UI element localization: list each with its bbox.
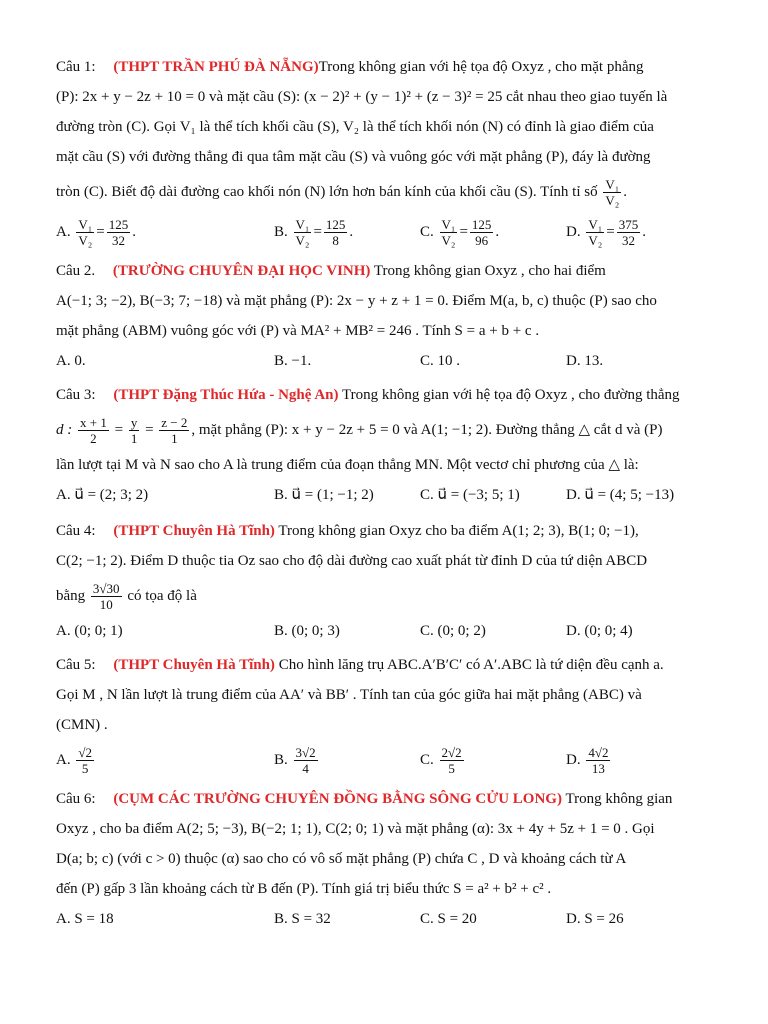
option-b[interactable]: B. $\frac{3√2}{4}$ [274,744,316,776]
option-c[interactable]: C. S = 20 [420,911,477,927]
question-text: Oxyz , cho ba điểm A(2; 5; −3), B(−2; 1; 1), C(2; 0; 1) và mặt phẳng (α): 3x + 4y + 5z + 1 = 0 . Gọi [56,821,655,837]
question-text: mặt cầu (S) với đường thẳng đi qua tâm mặt cầu (S) và vuông góc với mặt phẳng (P), đáy là đường [56,149,651,165]
question-text: Trong không gian Oxyz , cho hai điểm [373,263,606,279]
option-a[interactable]: A. $\frac{\text{V₁}}{\text{V₂}}$ = $\frac{125}{32}$ . [56,216,136,248]
question-source: (TRƯỜNG CHUYÊN ĐẠI HỌC VINH) [112,263,371,279]
question-text: D(a; b; c) (với c > 0) thuộc (α) sao cho có vô số mặt phẳng (P) chứa C , D và khoảng cách từ A [56,851,627,867]
option-d[interactable]: D. S = 26 [566,911,624,927]
question-text: Trong không gian Oxyz cho ba điểm A(1; 2; 3), B(1; 0; −1), [278,523,639,539]
answer-options [56,904,716,934]
question-source: (THPT Chuyên Hà Tĩnh) [113,657,275,673]
question-text: tròn (C). Biết độ dài đường cao khối nón (N) lớn hơn bán kính của khối cầu (S). Tính tỉ số [56,184,598,200]
question-text: A(−1; 3; −2), B(−3; 7; −18) và mặt phẳng (P): 2x − y + z + 1 = 0. Điểm M(a, b, c) thuộc (P) sao cho [56,293,657,309]
question-text: Trong không gian với hệ tọa độ Oxyz , cho đường thẳng [341,387,680,403]
answer-options [56,212,716,252]
question-2 [56,256,716,376]
option-a[interactable]: A. S = 18 [56,911,114,927]
question-label: Câu 5: [56,657,96,673]
question-text: Trong không gian với hệ tọa độ Oxyz , cho mặt phẳng [318,59,644,75]
option-d[interactable]: D. 13. [566,353,604,369]
question-label: Câu 4: [56,523,96,539]
option-b[interactable]: B. S = 32 [274,911,331,927]
option-c[interactable]: C. u⃗ = (−3; 5; 1) [420,487,520,503]
question-5 [56,650,716,780]
question-text: đường tròn (C). Gọi V₁ là thể tích khối cầu (S), V₂ là thể tích khối nón (N) có đỉnh là giao điểm của [56,119,654,135]
ratio-fraction: $\frac{\text{V₁}}{\text{V₂}}$ [605,177,620,209]
option-c[interactable]: C. $\frac{2√2}{5}$ [420,744,462,776]
option-d[interactable]: D. $\frac{4√2}{13}$ [566,744,609,776]
option-b[interactable]: B. u⃗ = (1; −1; 2) [274,487,374,503]
option-c[interactable]: C. (0; 0; 2) [420,623,486,639]
option-d[interactable]: D. (0; 0; 4) [566,623,633,639]
option-a[interactable]: A. 0. [56,353,86,369]
height-fraction: $\frac{3√30}{10}$ [92,581,120,613]
answer-options [56,740,716,780]
question-label: Câu 1: [56,59,96,75]
option-c[interactable]: C. $\frac{\text{V₁}}{\text{V₂}}$ = $\frac{125}{96}$ . [420,216,500,248]
option-a[interactable]: A. u⃗ = (2; 3; 2) [56,487,149,503]
question-text: C(2; −1; 2). Điểm D thuộc tia Oz sao cho độ dài đường cao xuất phát từ đỉnh D của tứ diện ABCD [56,553,648,569]
answer-options [56,480,716,510]
option-b[interactable]: B. $\frac{\text{V₁}}{\text{V₂}}$ = $\frac{125}{8}$ . [274,216,354,248]
option-d[interactable]: D. u⃗ = (4; 5; −13) [566,487,675,503]
question-source: (THPT TRẦN PHÚ ĐÀ NẴNG) [113,59,319,75]
option-b[interactable]: B. (0; 0; 3) [274,623,340,639]
question-text: đến (P) gấp 3 lần khoảng cách từ B đến (P). Tính giá trị biểu thức S = a² + b² + c² . [56,881,552,897]
question-text: Gọi M , N lần lượt là trung điểm của AA′ và BB′ . Tính tan của góc giữa hai mặt phẳng (ABC) và [56,687,642,703]
option-d[interactable]: D. $\frac{\text{V₁}}{\text{V₂}}$ = $\frac{375}{32}$ . [566,216,646,248]
question-label: Câu 6: [56,791,96,807]
question-3 [56,380,716,510]
answer-options [56,616,716,646]
line-d-equation: d : $\frac{x + 1}{2}$ = $\frac{y}{1}$ = $\frac{z - 2}{1}$ [56,415,188,447]
question-text: (CMN) . [56,717,108,733]
option-a[interactable]: A. $\frac{√2}{5}$ [56,744,92,776]
question-text: lần lượt tại M và N sao cho A là trung điểm của đoạn thẳng MN. Một vectơ chỉ phương của △ là: [56,457,639,473]
question-6 [56,784,716,934]
question-text: (P): 2x + y − 2z + 10 = 0 và mặt cầu (S): (x − 2)² + (y − 1)² + (z − 3)² = 25 cắt nhau theo giao tuyến là [56,89,668,105]
question-source: (THPT Chuyên Hà Tĩnh) [113,523,275,539]
question-text: Trong không gian [565,791,673,807]
question-text: có tọa độ là [127,588,197,604]
question-source: (CỤM CÁC TRƯỜNG CHUYÊN ĐỒNG BẰNG SÔNG CỬU LONG) [113,791,562,807]
exam-page [56,52,716,938]
question-1: Câu 1: (THPT TRẦN PHÚ ĐÀ NẴNG)Trong không gian với hệ tọa độ Oxyz , cho mặt phẳng (P): 2x + y − 2z + 10 = 0 và mặt cầu (S): (x − 2)² + (y − 1)² + (z − 3)² = 25 cắt nhau theo giao tuyến là đường tròn (C). Gọi V₁ là thể tích khối cầu (S), V₂ là thể tích khối nón (N) có đỉnh là giao điểm của mặt cầu (S) với đường thẳng đi qua tâm mặt cầu (S) và vuông góc với mặt phẳng (P), đáy là đường tròn (C). Biết độ dài đường cao khối nón (N) lớn hơn bán kính của khối cầu (S). Tính tỉ số $\frac{\text{V₁}}{\text{V₂}}$ . A. $\frac{\text{V₁}}{\text{V₂}}$ = $\frac{125}{32}$ . B. $\frac{\text{V₁}}{\text{V₂}}$ = $\frac{125}{8}$ . C. $\frac{\text{V₁}}{\text{V₂}}$ = $\frac{125}{96}$ . D. $\frac{\text{V₁}}{\text{V₂}}$ = $\frac{375}{32}$ . [56,52,716,252]
question-label: Câu 2. [56,263,96,279]
question-4: Câu 4: (THPT Chuyên Hà Tĩnh) Trong không gian Oxyz cho ba điểm A(1; 2; 3), B(1; 0; −1), C(2; −1; 2). Điểm D thuộc tia Oz sao cho độ dài đường cao xuất phát từ đỉnh D của tứ diện ABCD bằng $\frac{3√30}{10}$ có tọa độ là A. (0; 0; 1) B. (0; 0; 3) C. (0; 0; 2) D. (0; 0; 4) [56,516,716,646]
answer-options [56,346,716,376]
question-label: Câu 3: [56,387,96,403]
question-text: Cho hình lăng trụ ABC.A′B′C′ có A′.ABC là tứ diện đều cạnh a. [278,657,664,673]
option-c[interactable]: C. 10 . [420,353,461,369]
option-a[interactable]: A. (0; 0; 1) [56,623,123,639]
question-text: mặt phẳng (ABM) vuông góc với (P) và MA² + MB² = 246 . Tính S = a + b + c . [56,323,540,339]
option-b[interactable]: B. −1. [274,353,312,369]
question-text: , mặt phẳng (P): x + y − 2z + 5 = 0 và A(1; −1; 2). Đường thẳng △ cắt d và (P) [191,422,663,438]
question-source: (THPT Đặng Thúc Hứa - Nghệ An) [113,387,339,403]
